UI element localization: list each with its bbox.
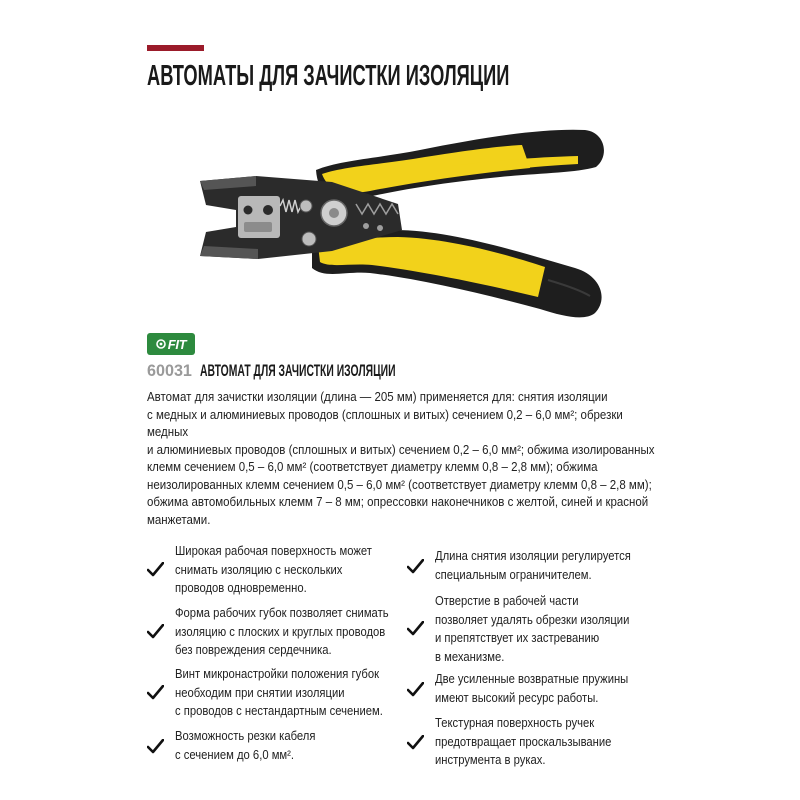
accent-bar bbox=[147, 45, 204, 51]
feature-item: Длина снятия изоляции регулируется специальным ограничителем. bbox=[435, 549, 631, 582]
feature-item: Форма рабочих губок позволяет снимать изоляцию с плоских и круглых проводов без повреждения сердечника. bbox=[175, 606, 389, 657]
checkmark-icon bbox=[407, 682, 424, 697]
feature-item: Широкая рабочая поверхность может снимать изоляцию с нескольких проводов одновременно. bbox=[175, 544, 372, 595]
checkmark-icon bbox=[147, 685, 164, 700]
checkmark-icon bbox=[147, 624, 164, 639]
checkmark-icon bbox=[407, 559, 424, 574]
wire-stripper-icon bbox=[180, 110, 620, 330]
checkmark-icon bbox=[407, 621, 424, 636]
fit-logo-icon bbox=[156, 339, 166, 349]
feature-item: Отверстие в рабочей части позволяет удалять обрезки изоляции и препятствует их застреванию в механизме. bbox=[435, 594, 630, 664]
checkmark-icon bbox=[147, 739, 164, 754]
feature-item: Две усиленные возвратные пружины имеют высокий ресурс работы. bbox=[435, 672, 629, 705]
feature-item: Возможность резки кабеля с сечением до 6,0 мм². bbox=[175, 729, 316, 762]
brand-logo bbox=[147, 333, 195, 355]
product-name: АВТОМАТ ДЛЯ ЗАЧИСТКИ ИЗОЛЯЦИИ bbox=[200, 361, 396, 380]
checkmark-icon bbox=[407, 735, 424, 750]
product-code: 60031 bbox=[147, 361, 192, 380]
checkmark-icon bbox=[147, 562, 164, 577]
feature-item: Текстурная поверхность ручек предотвращает проскальзывание инструмента в руках. bbox=[435, 716, 612, 767]
page-title: АВТОМАТЫ ДЛЯ ЗАЧИСТКИ ИЗОЛЯЦИИ bbox=[147, 60, 510, 92]
feature-item: Винт микронастройки положения губок необходим при снятии изоляции с проводов с нестандартным сечением. bbox=[175, 667, 383, 718]
product-description: Автомат для зачистки изоляции (длина — 205 мм) применяется для: снятия изоляции с медных и алюминиевых проводов (сплошных и витых) сечением 0,2 – 6,0 мм²; обрезки медных и алюминиевых проводов (сплошных и витых) сечением 0,2 – 6,0 мм²; обжима изолированных клемм сечением 0,5 – 6,0 мм² (соответствует диаметру клемм 0,8 – 2,8 мм); обжима неизолированных клемм сечением 0,5 – 6,0 мм² (соответствует диаметру клемм 0,8 – 2,8 мм); обжима автомобильных клемм 7 – 8 мм; опрессовки наконечников с желтой, синей и красной манжетами. bbox=[147, 390, 655, 527]
logo-text: FIT bbox=[167, 336, 187, 352]
